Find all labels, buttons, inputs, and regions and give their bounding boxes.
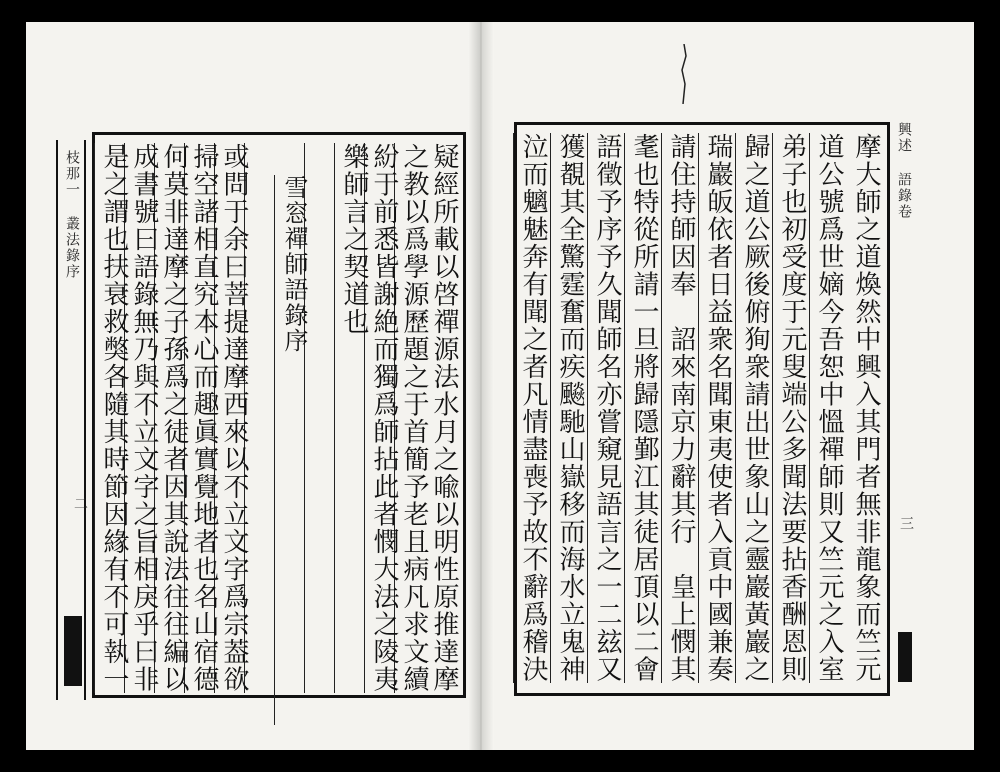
right-column-9: 獲覩其全驚霆奮而疾飈馳山嶽移而海水立鬼神 <box>550 133 589 683</box>
left-column-1: 疑經所載以啓禪源法水月之喩以明性原推達摩 <box>429 143 459 693</box>
left-column-10: 何莫非達摩之子孫爲之徒者因其說法往往編以 <box>154 143 193 693</box>
left-column-9: 掃空諸相直究本心而趣眞實覺地者也名山宿德 <box>184 143 223 693</box>
right-column-2: 道公號爲世嫡今吾恕中慍禪師則又竺元之入室 <box>809 133 848 683</box>
right-page <box>494 36 930 736</box>
right-column-8: 語徵予序予久聞師名亦嘗窺見語言之一二玆又 <box>587 133 626 683</box>
left-black-tab <box>64 616 82 686</box>
right-column-7: 耄也特從所請一旦將歸隱鄞江其徒居頂以二會 <box>624 133 663 683</box>
left-column-12: 是之謂也扶衰救獘各隨其時節因緣有不可執一 <box>94 143 133 693</box>
left-page <box>42 36 488 736</box>
left-column-11: 成書號曰語錄無乃與不立文字之旨相戾乎曰非 <box>124 143 163 693</box>
left-preface-title: 雪窓禪師語錄序 <box>274 175 313 725</box>
right-column-5: 瑞巖皈依者日益衆名聞東夷使者入貢中國兼奏 <box>698 133 737 683</box>
left-text-frame <box>92 132 466 698</box>
right-column-1: 摩大師之道煥然中興入其門者無非龍象而竺元 <box>851 133 881 683</box>
right-margin-label: 興述 語錄卷 <box>896 122 912 220</box>
right-text-frame <box>514 122 890 696</box>
left-margin-label: 枝那一 叢法錄序 <box>64 150 80 280</box>
left-column-2: 之教以爲學源歷題之于首簡予老且病凡求文續 <box>394 143 433 693</box>
left-column-3: 紛于前悉皆謝絶而獨爲師拈此者憫大法之陵夷 <box>364 143 403 693</box>
right-column-4: 歸之道公厥後俯狥衆請出世象山之靈巖黃巖之 <box>735 133 774 683</box>
right-margin-strip <box>894 122 912 696</box>
right-column-3: 弟子也初受度于元叟端公多聞法要拈香酬恩則 <box>772 133 811 683</box>
right-page-number: 三 <box>898 516 914 530</box>
right-black-tab <box>898 632 912 682</box>
left-column-4: 樂師言之契道也 <box>334 143 373 693</box>
left-column-8: 或問于余曰菩提達摩西來以不立文字爲宗葢欲 <box>214 143 253 693</box>
right-column-6: 請住持師因奉 詔來南京力辭其行 皇上憫其 <box>661 133 700 683</box>
left-page-number: 二 <box>72 496 88 510</box>
right-column-10: 泣而魑魅奔有聞之者凡情盡喪予故不辭爲稽決 <box>513 133 552 683</box>
